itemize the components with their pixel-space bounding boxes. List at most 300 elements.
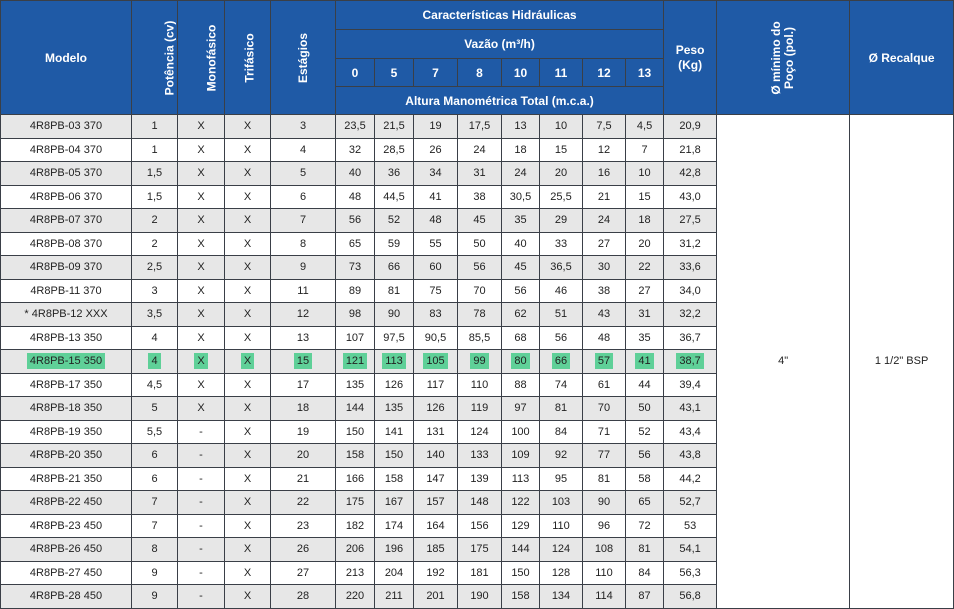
peso-cell-text: 21,8 (679, 143, 701, 156)
potencia-cell-text: 5 (151, 402, 158, 415)
altura-cell (540, 397, 583, 421)
altura-cell (502, 491, 540, 515)
trifasico-cell (225, 538, 271, 562)
altura-cell (336, 397, 375, 421)
altura-cell-text: 31 (473, 167, 486, 180)
peso-cell-text: 31,2 (679, 237, 701, 250)
col-potencia: Potência (cv) (132, 1, 178, 115)
monofasico-cell-text: X (197, 331, 205, 344)
altura-cell-text: 213 (345, 566, 365, 579)
altura-cell (540, 373, 583, 397)
altura-cell (375, 561, 414, 585)
modelo-cell (1, 514, 132, 538)
modelo-cell-text: 4R8PB-27 450 (29, 566, 103, 579)
altura-cell (458, 420, 502, 444)
estagios-cell-text: 15 (294, 353, 312, 369)
altura-cell (540, 561, 583, 585)
altura-cell (583, 444, 626, 468)
altura-cell-text: 139 (470, 472, 489, 485)
altura-cell (540, 585, 583, 609)
trifasico-cell-text: X (243, 331, 252, 344)
modelo-cell-text: 4R8PB-06 370 (29, 190, 103, 203)
trifasico-cell-text: X (243, 449, 252, 462)
altura-cell-text: 12 (597, 143, 611, 156)
altura-cell (626, 256, 664, 280)
altura-cell (375, 303, 414, 327)
altura-cell (540, 115, 583, 139)
altura-cell-text: 81 (554, 402, 568, 415)
altura-cell (502, 538, 540, 562)
altura-cell (583, 326, 626, 350)
trifasico-cell-text: X (243, 472, 252, 485)
potencia-cell-text: 9 (151, 590, 158, 603)
altura-cell-text: 81 (387, 284, 401, 297)
altura-cell-text: 206 (345, 543, 365, 556)
altura-cell-text: 44,5 (383, 190, 405, 203)
altura-cell-text: 17,5 (468, 120, 491, 133)
altura-cell (502, 162, 540, 186)
altura-cell-text: 29 (554, 214, 568, 227)
modelo-cell (1, 538, 132, 562)
altura-cell-text: 121 (343, 353, 367, 369)
monofasico-cell (178, 491, 225, 515)
flow-header-cell: 7 (414, 59, 458, 87)
modelo-cell (1, 115, 132, 139)
modelo-cell (1, 444, 132, 468)
altura-cell-text: 35 (638, 331, 651, 344)
col-recalque: Ø Recalque (850, 1, 954, 115)
estagios-cell-text: 13 (296, 331, 310, 344)
peso-cell-text: 20,9 (679, 120, 701, 133)
modelo-cell-text: 4R8PB-07 370 (29, 214, 103, 227)
altura-cell-text: 27 (638, 284, 651, 297)
altura-cell-text: 107 (345, 331, 365, 344)
altura-cell (375, 185, 414, 209)
altura-cell-text: 45 (473, 214, 486, 227)
altura-cell-text: 71 (597, 425, 611, 438)
modelo-cell-text: 4R8PB-15 350 (27, 353, 105, 369)
altura-cell-text: 40 (348, 167, 362, 180)
altura-cell (502, 303, 540, 327)
estagios-cell (271, 585, 336, 609)
peso-cell (664, 232, 717, 256)
peso-cell (664, 138, 717, 162)
trifasico-cell-text: X (243, 543, 252, 556)
monofasico-cell-text: X (197, 284, 205, 297)
monofasico-cell (178, 373, 225, 397)
estagios-cell-text: 23 (296, 519, 310, 532)
altura-cell (414, 256, 458, 280)
altura-cell-text: 72 (638, 519, 651, 532)
peso-cell-text: 42,8 (679, 167, 701, 180)
trifasico-cell-text: X (243, 590, 252, 603)
potencia-cell (132, 326, 178, 350)
peso-cell-text: 53 (683, 519, 697, 532)
potencia-cell-text: 5,5 (146, 425, 163, 438)
altura-cell-text: 100 (511, 425, 530, 438)
modelo-cell-text: 4R8PB-26 450 (29, 543, 103, 556)
altura-cell-text: 109 (511, 449, 530, 462)
altura-cell (414, 420, 458, 444)
monofasico-cell-text: X (197, 308, 205, 321)
altura-cell-text: 35 (514, 214, 527, 227)
trifasico-cell (225, 209, 271, 233)
altura-cell (502, 185, 540, 209)
estagios-cell-text: 7 (299, 214, 307, 227)
altura-cell-text: 181 (470, 566, 489, 579)
altura-cell-text: 97 (514, 402, 527, 415)
peso-cell (664, 350, 717, 374)
altura-cell-text: 144 (345, 402, 365, 415)
estagios-cell (271, 303, 336, 327)
altura-cell-text: 25,5 (550, 190, 572, 203)
modelo-cell (1, 420, 132, 444)
altura-cell (375, 232, 414, 256)
peso-cell-text: 43,8 (679, 449, 701, 462)
altura-cell (502, 209, 540, 233)
modelo-cell-text: 4R8PB-21 350 (29, 472, 103, 485)
col-peso: Peso (Kg) (664, 1, 717, 115)
altura-cell-text: 30 (597, 261, 611, 274)
altura-cell (336, 491, 375, 515)
altura-cell (626, 373, 664, 397)
altura-cell-text: 150 (384, 449, 404, 462)
col-estagios: Estágios (271, 1, 336, 115)
altura-cell (502, 444, 540, 468)
altura-cell-text: 157 (426, 496, 445, 509)
altura-cell-text: 15 (638, 190, 651, 203)
peso-cell-text: 38,7 (676, 353, 703, 369)
potencia-cell-text: 4 (148, 353, 160, 369)
altura-cell (540, 138, 583, 162)
altura-cell (540, 326, 583, 350)
modelo-cell (1, 138, 132, 162)
altura-cell-text: 56 (473, 261, 486, 274)
altura-cell (626, 538, 664, 562)
altura-cell-text: 24 (597, 214, 611, 227)
altura-cell (583, 115, 626, 139)
altura-cell-text: 41 (635, 353, 653, 369)
altura-cell-text: 129 (511, 519, 530, 532)
modelo-cell-text: 4R8PB-19 350 (29, 425, 103, 438)
estagios-cell (271, 491, 336, 515)
monofasico-cell (178, 397, 225, 421)
altura-cell (626, 162, 664, 186)
modelo-cell (1, 397, 132, 421)
altura-cell (583, 232, 626, 256)
estagios-cell-text: 11 (297, 284, 309, 297)
modelo-cell-text: 4R8PB-13 350 (29, 331, 103, 344)
altura-cell (502, 350, 540, 374)
estagios-cell-text: 22 (296, 496, 310, 509)
altura-cell-text: 52 (387, 214, 401, 227)
altura-cell-text: 19 (429, 120, 442, 133)
estagios-cell-text: 28 (296, 590, 310, 603)
monofasico-cell (178, 162, 225, 186)
peso-cell (664, 585, 717, 609)
altura-cell (336, 209, 375, 233)
altura-cell-text: 10 (638, 167, 651, 180)
potencia-cell-text: 2 (151, 214, 158, 227)
monofasico-cell-text: X (197, 190, 205, 203)
modelo-cell (1, 209, 132, 233)
potencia-cell-text: 8 (151, 543, 158, 556)
altura-cell-text: 158 (384, 472, 404, 485)
altura-cell-text: 23,5 (344, 120, 366, 133)
estagios-cell-text: 21 (296, 472, 310, 485)
potencia-cell-text: 4,5 (146, 378, 163, 391)
altura-cell (502, 420, 540, 444)
altura-cell (502, 279, 540, 303)
altura-cell (336, 138, 375, 162)
trifasico-cell-text: X (243, 261, 252, 274)
altura-cell (458, 209, 502, 233)
monofasico-cell-text: X (194, 353, 207, 369)
estagios-cell-text: 19 (296, 425, 310, 438)
altura-cell-text: 66 (552, 353, 570, 369)
peso-cell (664, 420, 717, 444)
estagios-cell (271, 561, 336, 585)
altura-cell-text: 38 (597, 284, 611, 297)
potencia-cell (132, 444, 178, 468)
altura-cell (336, 561, 375, 585)
monofasico-cell (178, 585, 225, 609)
altura-cell (414, 350, 458, 374)
altura-cell-text: 50 (473, 237, 486, 250)
peso-cell (664, 467, 717, 491)
altura-cell (502, 256, 540, 280)
estagios-cell-text: 8 (299, 237, 307, 250)
monofasico-cell-text: X (197, 143, 205, 156)
altura-cell (458, 538, 502, 562)
modelo-cell (1, 491, 132, 515)
altura-cell (540, 350, 583, 374)
trifasico-cell-text: X (243, 425, 252, 438)
altura-cell (414, 444, 458, 468)
altura-cell (414, 561, 458, 585)
trifasico-cell (225, 514, 271, 538)
altura-cell (336, 232, 375, 256)
altura-cell (502, 467, 540, 491)
altura-cell (458, 256, 502, 280)
trifasico-cell-text: X (243, 519, 252, 532)
monofasico-cell (178, 209, 225, 233)
altura-cell-text: 98 (348, 308, 362, 321)
estagios-cell (271, 115, 336, 139)
altura-cell (375, 326, 414, 350)
altura-cell-text: 135 (384, 402, 404, 415)
altura-cell (336, 514, 375, 538)
peso-cell-text: 34,0 (679, 284, 701, 297)
altura-cell (375, 350, 414, 374)
peso-cell (664, 303, 717, 327)
peso-cell-text: 39,4 (679, 378, 701, 391)
flow-header-cell: 5 (375, 59, 414, 87)
monofasico-cell-text: - (199, 496, 203, 509)
altura-cell-text: 18 (514, 143, 527, 156)
altura-cell (336, 538, 375, 562)
altura-cell-text: 134 (551, 590, 571, 603)
monofasico-cell-text: - (199, 449, 203, 462)
trifasico-cell-text: X (243, 566, 252, 579)
altura-cell-text: 30,5 (509, 190, 532, 203)
altura-cell-text: 196 (384, 543, 404, 556)
altura-cell (414, 138, 458, 162)
altura-cell-text: 131 (426, 425, 445, 438)
altura-cell-text: 7,5 (596, 120, 612, 133)
altura-cell-text: 174 (384, 519, 404, 532)
altura-cell-text: 84 (638, 566, 651, 579)
peso-cell (664, 115, 717, 139)
monofasico-cell (178, 561, 225, 585)
altura-cell-text: 141 (384, 425, 404, 438)
potencia-cell-text: 7 (151, 496, 158, 509)
altura-cell (375, 397, 414, 421)
altura-cell-text: 211 (385, 590, 403, 603)
altura-cell-text: 60 (429, 261, 442, 274)
trifasico-cell (225, 420, 271, 444)
estagios-cell (271, 444, 336, 468)
altura-cell (375, 162, 414, 186)
altura-cell (583, 185, 626, 209)
trifasico-cell (225, 138, 271, 162)
altura-cell (414, 514, 458, 538)
altura-cell-text: 150 (345, 425, 365, 438)
altura-cell (583, 279, 626, 303)
potencia-cell-text: 9 (151, 566, 158, 579)
modelo-cell (1, 303, 132, 327)
modelo-cell (1, 561, 132, 585)
altura-cell-text: 119 (470, 402, 489, 415)
altura-cell-text: 15 (554, 143, 568, 156)
monofasico-cell-text: - (199, 519, 203, 532)
peso-cell-text: 43,0 (679, 190, 701, 203)
altura-cell-text: 192 (426, 566, 445, 579)
peso-cell-text: 32,2 (679, 308, 701, 321)
flow-header-cell: 11 (540, 59, 583, 87)
flow-header-cell: 13 (626, 59, 664, 87)
peso-cell (664, 538, 717, 562)
altura-cell (540, 467, 583, 491)
altura-cell-text: 56 (348, 214, 362, 227)
altura-cell (540, 256, 583, 280)
monofasico-cell (178, 514, 225, 538)
estagios-cell (271, 420, 336, 444)
altura-cell (375, 444, 414, 468)
altura-cell-text: 166 (345, 472, 365, 485)
trifasico-cell-text: X (243, 284, 252, 297)
altura-cell-text: 48 (429, 214, 442, 227)
altura-cell (540, 232, 583, 256)
potencia-cell (132, 185, 178, 209)
trifasico-cell-text: X (241, 353, 254, 369)
altura-cell (458, 162, 502, 186)
altura-cell (540, 162, 583, 186)
altura-cell-text: 32 (348, 143, 362, 156)
altura-cell (458, 350, 502, 374)
altura-cell (375, 279, 414, 303)
altura-cell-text: 22 (638, 261, 651, 274)
altura-cell-text: 108 (594, 543, 614, 556)
altura-cell-text: 147 (426, 472, 445, 485)
altura-cell-text: 36,5 (550, 261, 572, 274)
altura-cell (336, 303, 375, 327)
estagios-cell (271, 232, 336, 256)
altura-cell-text: 68 (514, 331, 527, 344)
monofasico-cell-text: X (197, 167, 205, 180)
altura-cell-text: 88 (514, 378, 527, 391)
altura-cell-text: 45 (514, 261, 527, 274)
trifasico-cell (225, 397, 271, 421)
peso-cell-text: 36,7 (679, 331, 701, 344)
trifasico-cell (225, 561, 271, 585)
altura-cell (583, 585, 626, 609)
altura-cell-text: 62 (514, 308, 527, 321)
flow-header-cell: 0 (336, 59, 375, 87)
trifasico-cell (225, 115, 271, 139)
modelo-cell-text: 4R8PB-11 370 (30, 284, 102, 297)
altura-cell (414, 326, 458, 350)
monofasico-cell (178, 326, 225, 350)
peso-cell-text: 27,5 (679, 214, 701, 227)
modelo-cell-text: 4R8PB-03 370 (29, 120, 103, 133)
peso-cell (664, 514, 717, 538)
altura-cell (375, 585, 414, 609)
altura-cell (336, 373, 375, 397)
estagios-cell-text: 26 (296, 543, 310, 556)
recalque-cell: 1 1/2" BSP (850, 115, 954, 609)
peso-cell (664, 185, 717, 209)
potencia-cell-text: 6 (151, 472, 158, 485)
estagios-cell-text: 3 (299, 120, 307, 133)
altura-cell (583, 397, 626, 421)
modelo-cell-text: 4R8PB-08 370 (29, 237, 103, 250)
estagios-cell-text: 12 (296, 308, 310, 321)
altura-cell-text: 78 (473, 308, 486, 321)
altura-cell (583, 256, 626, 280)
altura-cell (336, 185, 375, 209)
altura-cell (414, 397, 458, 421)
estagios-cell-text: 20 (296, 449, 310, 462)
altura-cell (626, 279, 664, 303)
potencia-cell (132, 514, 178, 538)
modelo-cell-text: 4R8PB-28 450 (29, 590, 103, 603)
altura-cell (626, 303, 664, 327)
altura-cell-text: 4,5 (636, 120, 653, 133)
estagios-cell (271, 162, 336, 186)
altura-cell (375, 209, 414, 233)
altura-cell (540, 185, 583, 209)
altura-cell (626, 397, 664, 421)
altura-cell-text: 110 (470, 378, 489, 391)
altura-cell-text: 126 (384, 378, 404, 391)
poco-cell: 4" (717, 115, 850, 609)
altura-cell (583, 420, 626, 444)
potencia-cell (132, 303, 178, 327)
altura-cell-text: 124 (470, 425, 489, 438)
altura-cell-text: 90 (387, 308, 401, 321)
potencia-cell (132, 467, 178, 491)
modelo-cell (1, 326, 132, 350)
trifasico-cell (225, 467, 271, 491)
estagios-cell (271, 373, 336, 397)
trifasico-cell (225, 444, 271, 468)
trifasico-cell (225, 256, 271, 280)
monofasico-cell-text: - (199, 425, 203, 438)
trifasico-cell (225, 373, 271, 397)
altura-cell-text: 65 (348, 237, 362, 250)
monofasico-cell-text: - (199, 543, 203, 556)
